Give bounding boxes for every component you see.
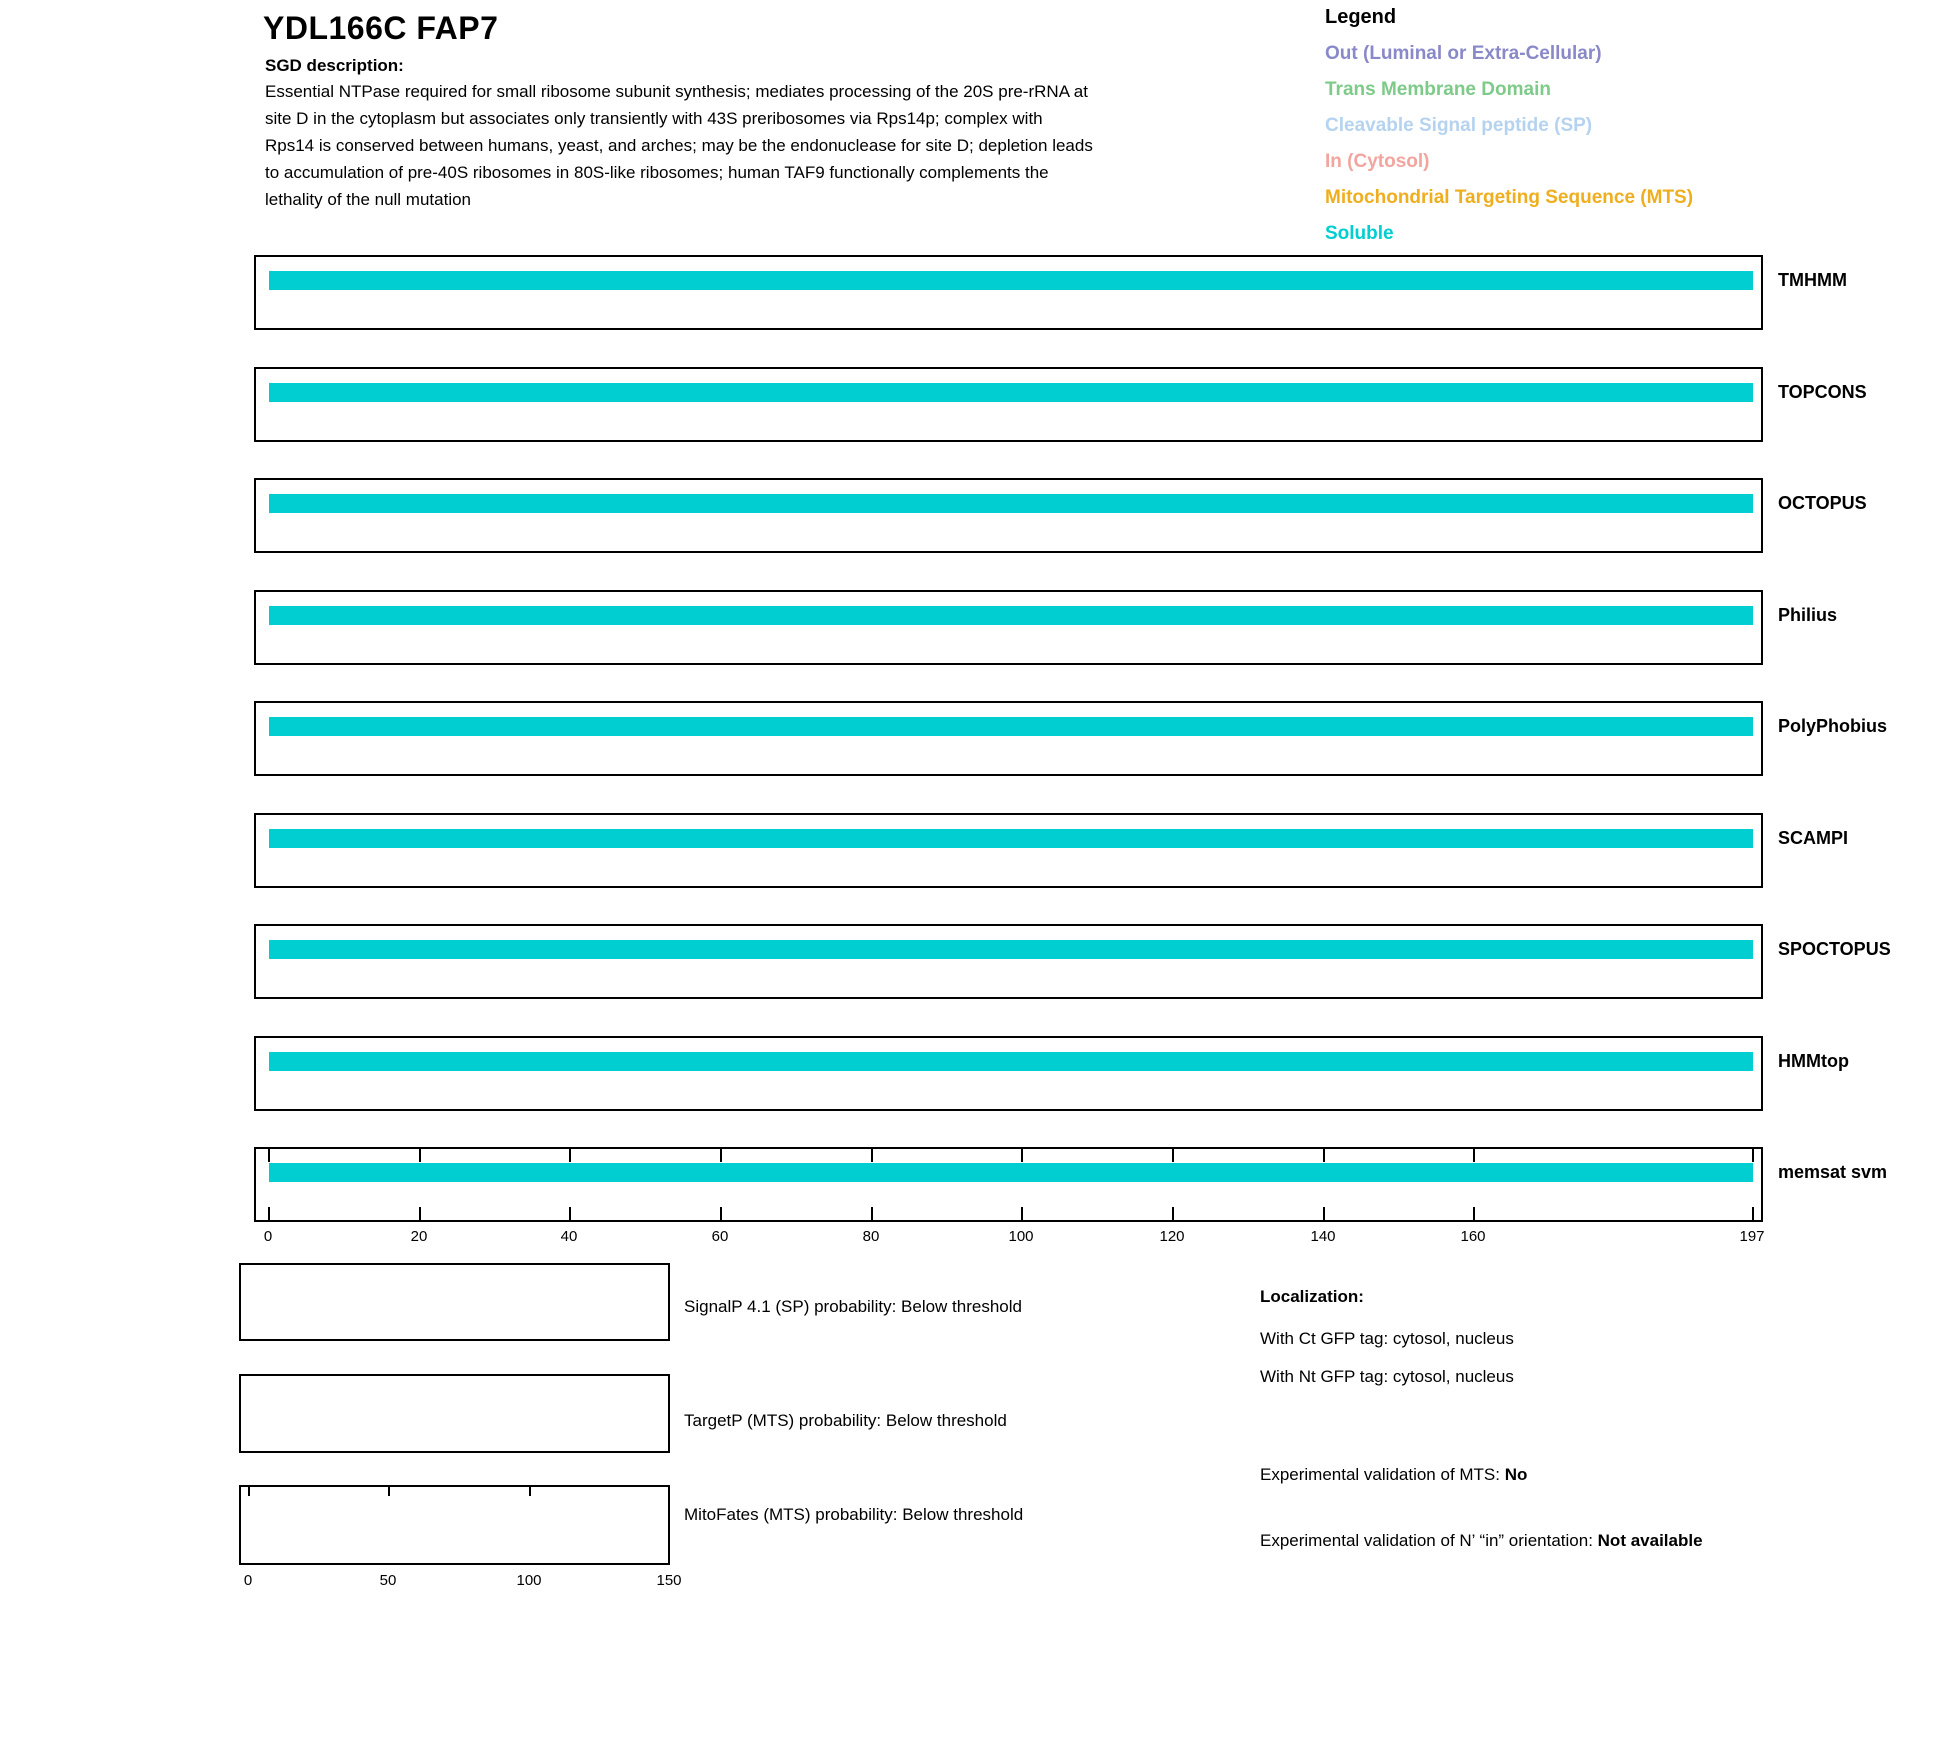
axis-tick-label: 197 (1739, 1228, 1765, 1245)
track-bar-soluble (269, 829, 1753, 848)
track-box-polyphobius (254, 701, 1763, 776)
track-box-scampi (254, 813, 1763, 888)
mitofates-axis-tick-label: 50 (379, 1572, 397, 1589)
mitofates-axis-tick-label: 150 (656, 1572, 682, 1589)
track-box-philius (254, 590, 1763, 665)
axis-tick-top (720, 1149, 722, 1162)
axis-tick-top (1021, 1149, 1023, 1162)
track-bar-soluble (269, 1052, 1753, 1071)
axis-tick-label: 140 (1310, 1228, 1336, 1245)
legend-item-cleavable-signal-peptide-sp: Cleavable Signal peptide (SP) (1325, 115, 1593, 136)
track-box-tmhmm (254, 255, 1763, 330)
probability-box-signalp (239, 1263, 670, 1341)
axis-tick-label: 40 (560, 1228, 578, 1245)
track-label-topcons: TOPCONS (1778, 382, 1867, 402)
axis-tick-top (1323, 1149, 1325, 1162)
localization-heading: Localization: (1260, 1287, 1364, 1306)
axis-tick-bottom (720, 1207, 722, 1220)
track-label-hmmtop: HMMtop (1778, 1051, 1849, 1071)
legend-title: Legend (1325, 6, 1397, 28)
orientation-validation-line (1260, 1524, 1720, 1557)
track-bar-soluble (269, 271, 1753, 290)
localization-line-nt: With Nt GFP tag: cytosol, nucleus (1260, 1367, 1514, 1386)
axis-tick-bottom (871, 1207, 873, 1220)
axis-tick-top (871, 1149, 873, 1162)
mitofates-axis-tick-label: 0 (243, 1572, 253, 1589)
track-box-octopus (254, 478, 1763, 553)
mitofates-axis-tick-label: 100 (516, 1572, 542, 1589)
legend-item-soluble: Soluble (1325, 223, 1394, 244)
track-label-polyphobius: PolyPhobius (1778, 716, 1888, 736)
axis-tick-label: 0 (263, 1228, 273, 1245)
axis-tick-label: 60 (711, 1228, 729, 1245)
track-bar-soluble (269, 1163, 1753, 1182)
axis-tick-label: 100 (1008, 1228, 1034, 1245)
probability-box-mitofates (239, 1485, 670, 1565)
probability-label-targetp: TargetP (MTS) probability: Below threshold (684, 1411, 1007, 1430)
track-bar-soluble (269, 717, 1753, 736)
track-label-spoctopus: SPOCTOPUS (1778, 939, 1891, 959)
axis-tick-top (569, 1149, 571, 1162)
track-bar-soluble (269, 383, 1753, 402)
track-label-tmhmm: TMHMM (1778, 270, 1847, 290)
axis-tick-label: 80 (862, 1228, 880, 1245)
axis-tick-top (1752, 1149, 1754, 1162)
axis-tick-label: 160 (1460, 1228, 1486, 1245)
sgd-description-heading: SGD description: (265, 56, 404, 75)
track-box-topcons (254, 367, 1763, 442)
legend-item-mitochondrial-targeting-sequence-mts: Mitochondrial Targeting Sequence (MTS) (1325, 187, 1694, 208)
axis-tick-bottom (419, 1207, 421, 1220)
axis-tick-label: 20 (410, 1228, 428, 1245)
sgd-description-line: Rps14 is conserved between humans, yeast, and arches; may be the endonuclease for site D; depletion leads (265, 136, 1093, 155)
track-box-spoctopus (254, 924, 1763, 999)
orientation-validation-label: Experimental validation of N’ “in” orientation: (1260, 1531, 1598, 1550)
track-bar-soluble (269, 940, 1753, 959)
track-bar-soluble (269, 494, 1753, 513)
orientation-validation-value: Not available (1597, 1531, 1703, 1550)
mitofates-axis-tick-top (248, 1487, 250, 1496)
track-bar-soluble (269, 606, 1753, 625)
axis-tick-bottom (1473, 1207, 1475, 1220)
sgd-description-line: lethality of the null mutation (265, 190, 472, 209)
mts-validation-label: Experimental validation of MTS: (1260, 1465, 1505, 1484)
track-label-philius: Philius (1778, 605, 1838, 625)
mitofates-axis-tick-top (529, 1487, 531, 1496)
probability-label-signalp: SignalP 4.1 (SP) probability: Below threshold (684, 1297, 1022, 1316)
probability-label-mitofates: MitoFates (MTS) probability: Below threshold (684, 1505, 1024, 1524)
sgd-description-line: to accumulation of pre-40S ribosomes in 80S-like ribosomes; human TAF9 functionally complements the (265, 163, 1049, 182)
track-label-scampi: SCAMPI (1778, 828, 1849, 848)
axis-tick-bottom (569, 1207, 571, 1220)
axis-tick-bottom (1752, 1207, 1754, 1220)
page-title: YDL166C FAP7 (263, 10, 499, 46)
axis-tick-top (1473, 1149, 1475, 1162)
legend-item-trans-membrane-domain: Trans Membrane Domain (1325, 79, 1551, 100)
mts-validation-line (1260, 1458, 1527, 1491)
track-box-hmmtop (254, 1036, 1763, 1111)
track-label-memsat-svm: memsat svm (1778, 1162, 1888, 1182)
probability-box-targetp (239, 1374, 670, 1453)
mts-validation-value: No (1504, 1465, 1528, 1484)
axis-tick-bottom (268, 1207, 270, 1220)
axis-tick-top (419, 1149, 421, 1162)
track-label-octopus: OCTOPUS (1778, 493, 1867, 513)
axis-tick-top (1172, 1149, 1174, 1162)
axis-tick-top (268, 1149, 270, 1162)
axis-tick-bottom (1323, 1207, 1325, 1220)
legend-item-in-cytosol: In (Cytosol) (1325, 151, 1430, 172)
sgd-description-line: site D in the cytoplasm but associates only transiently with 43S preribosomes via Rps14p; complex with (265, 109, 1043, 128)
track-box-memsat-svm (254, 1147, 1763, 1222)
axis-tick-bottom (1172, 1207, 1174, 1220)
axis-tick-label: 120 (1159, 1228, 1185, 1245)
sgd-description-line: Essential NTPase required for small ribosome subunit synthesis; mediates processing of the 20S pre-rRNA at (265, 82, 1088, 101)
localization-line-ct: With Ct GFP tag: cytosol, nucleus (1260, 1329, 1514, 1348)
mitofates-axis-tick-top (388, 1487, 390, 1496)
axis-tick-bottom (1021, 1207, 1023, 1220)
legend-item-out-luminal-or-extra-cellular: Out (Luminal or Extra-Cellular) (1325, 43, 1602, 64)
